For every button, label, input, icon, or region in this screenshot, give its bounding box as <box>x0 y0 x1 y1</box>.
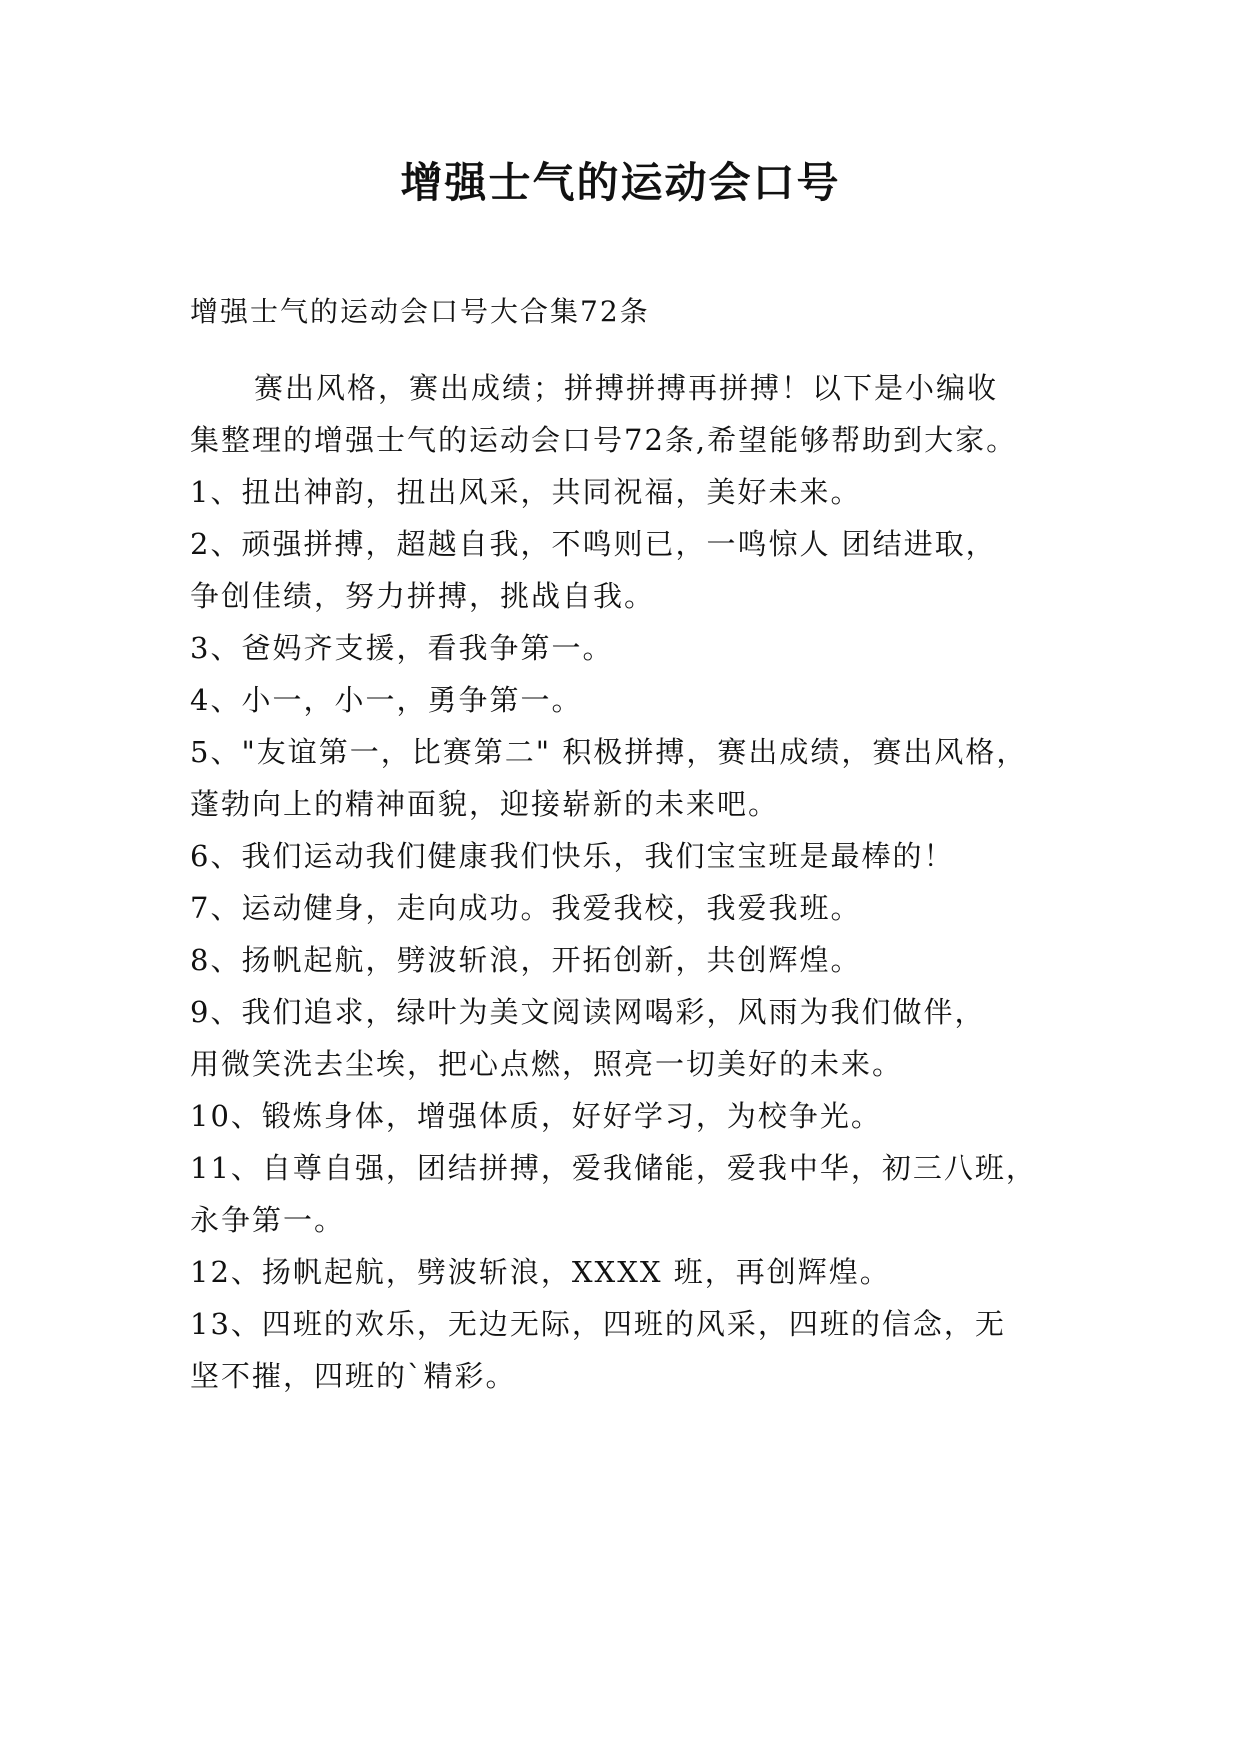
slogan-line: 8、扬帆起航，劈波斩浪，开拓创新，共创辉煌。 <box>190 943 862 977</box>
slogan-line: 5、"友谊第一，比赛第二" 积极拼搏，赛出成绩，赛出风格， <box>190 735 1028 769</box>
slogan-line: 2、顽强拼搏，超越自我，不鸣则已，一鸣惊人 团结进取， <box>190 527 997 561</box>
slogan-line: 12、扬帆起航，劈波斩浪，XXXX 班，再创辉煌。 <box>190 1255 891 1289</box>
slogan-line: 坚不摧，四班的`精彩。 <box>190 1359 517 1393</box>
slogan-line: 9、我们追求，绿叶为美文阅读网喝彩，风雨为我们做伴， <box>190 995 986 1029</box>
intro-line-1: 赛出风格，赛出成绩；拼搏拼搏再拼搏！以下是小编收 <box>254 371 999 405</box>
slogan-line: 10、锻炼身体，增强体质，好好学习，为校争光。 <box>190 1099 882 1133</box>
slogan-line: 13、四班的欢乐，无边无际，四班的风采，四班的信念，无 <box>190 1307 1006 1341</box>
slogan-line: 用微笑洗去尘埃，把心点燃，照亮一切美好的未来。 <box>190 1047 904 1081</box>
slogan-line: 11、自尊自强，团结拼搏，爱我储能，爱我中华，初三八班， <box>190 1151 1037 1185</box>
document-title: 增强士气的运动会口号 <box>400 158 841 207</box>
slogan-line: 蓬勃向上的精神面貌，迎接崭新的未来吧。 <box>190 787 780 821</box>
slogan-line: 永争第一。 <box>190 1203 346 1237</box>
slogan-line: 3、爸妈齐支援，看我争第一。 <box>190 631 614 665</box>
slogan-line: 1、扭出神韵，扭出风采，共同祝福，美好未来。 <box>190 475 862 509</box>
slogan-line: 4、小一，小一，勇争第一。 <box>190 683 583 717</box>
document-subtitle: 增强士气的运动会口号大合集72条 <box>190 295 650 328</box>
intro-line-2: 集整理的增强士气的运动会口号72条,希望能够帮助到大家。 <box>190 423 1018 457</box>
slogan-line: 争创佳绩，努力拼搏，挑战自我。 <box>190 579 656 613</box>
slogan-line: 6、我们运动我们健康我们快乐，我们宝宝班是最棒的！ <box>190 839 955 873</box>
slogan-line: 7、运动健身，走向成功。我爱我校，我爱我班。 <box>190 891 862 925</box>
